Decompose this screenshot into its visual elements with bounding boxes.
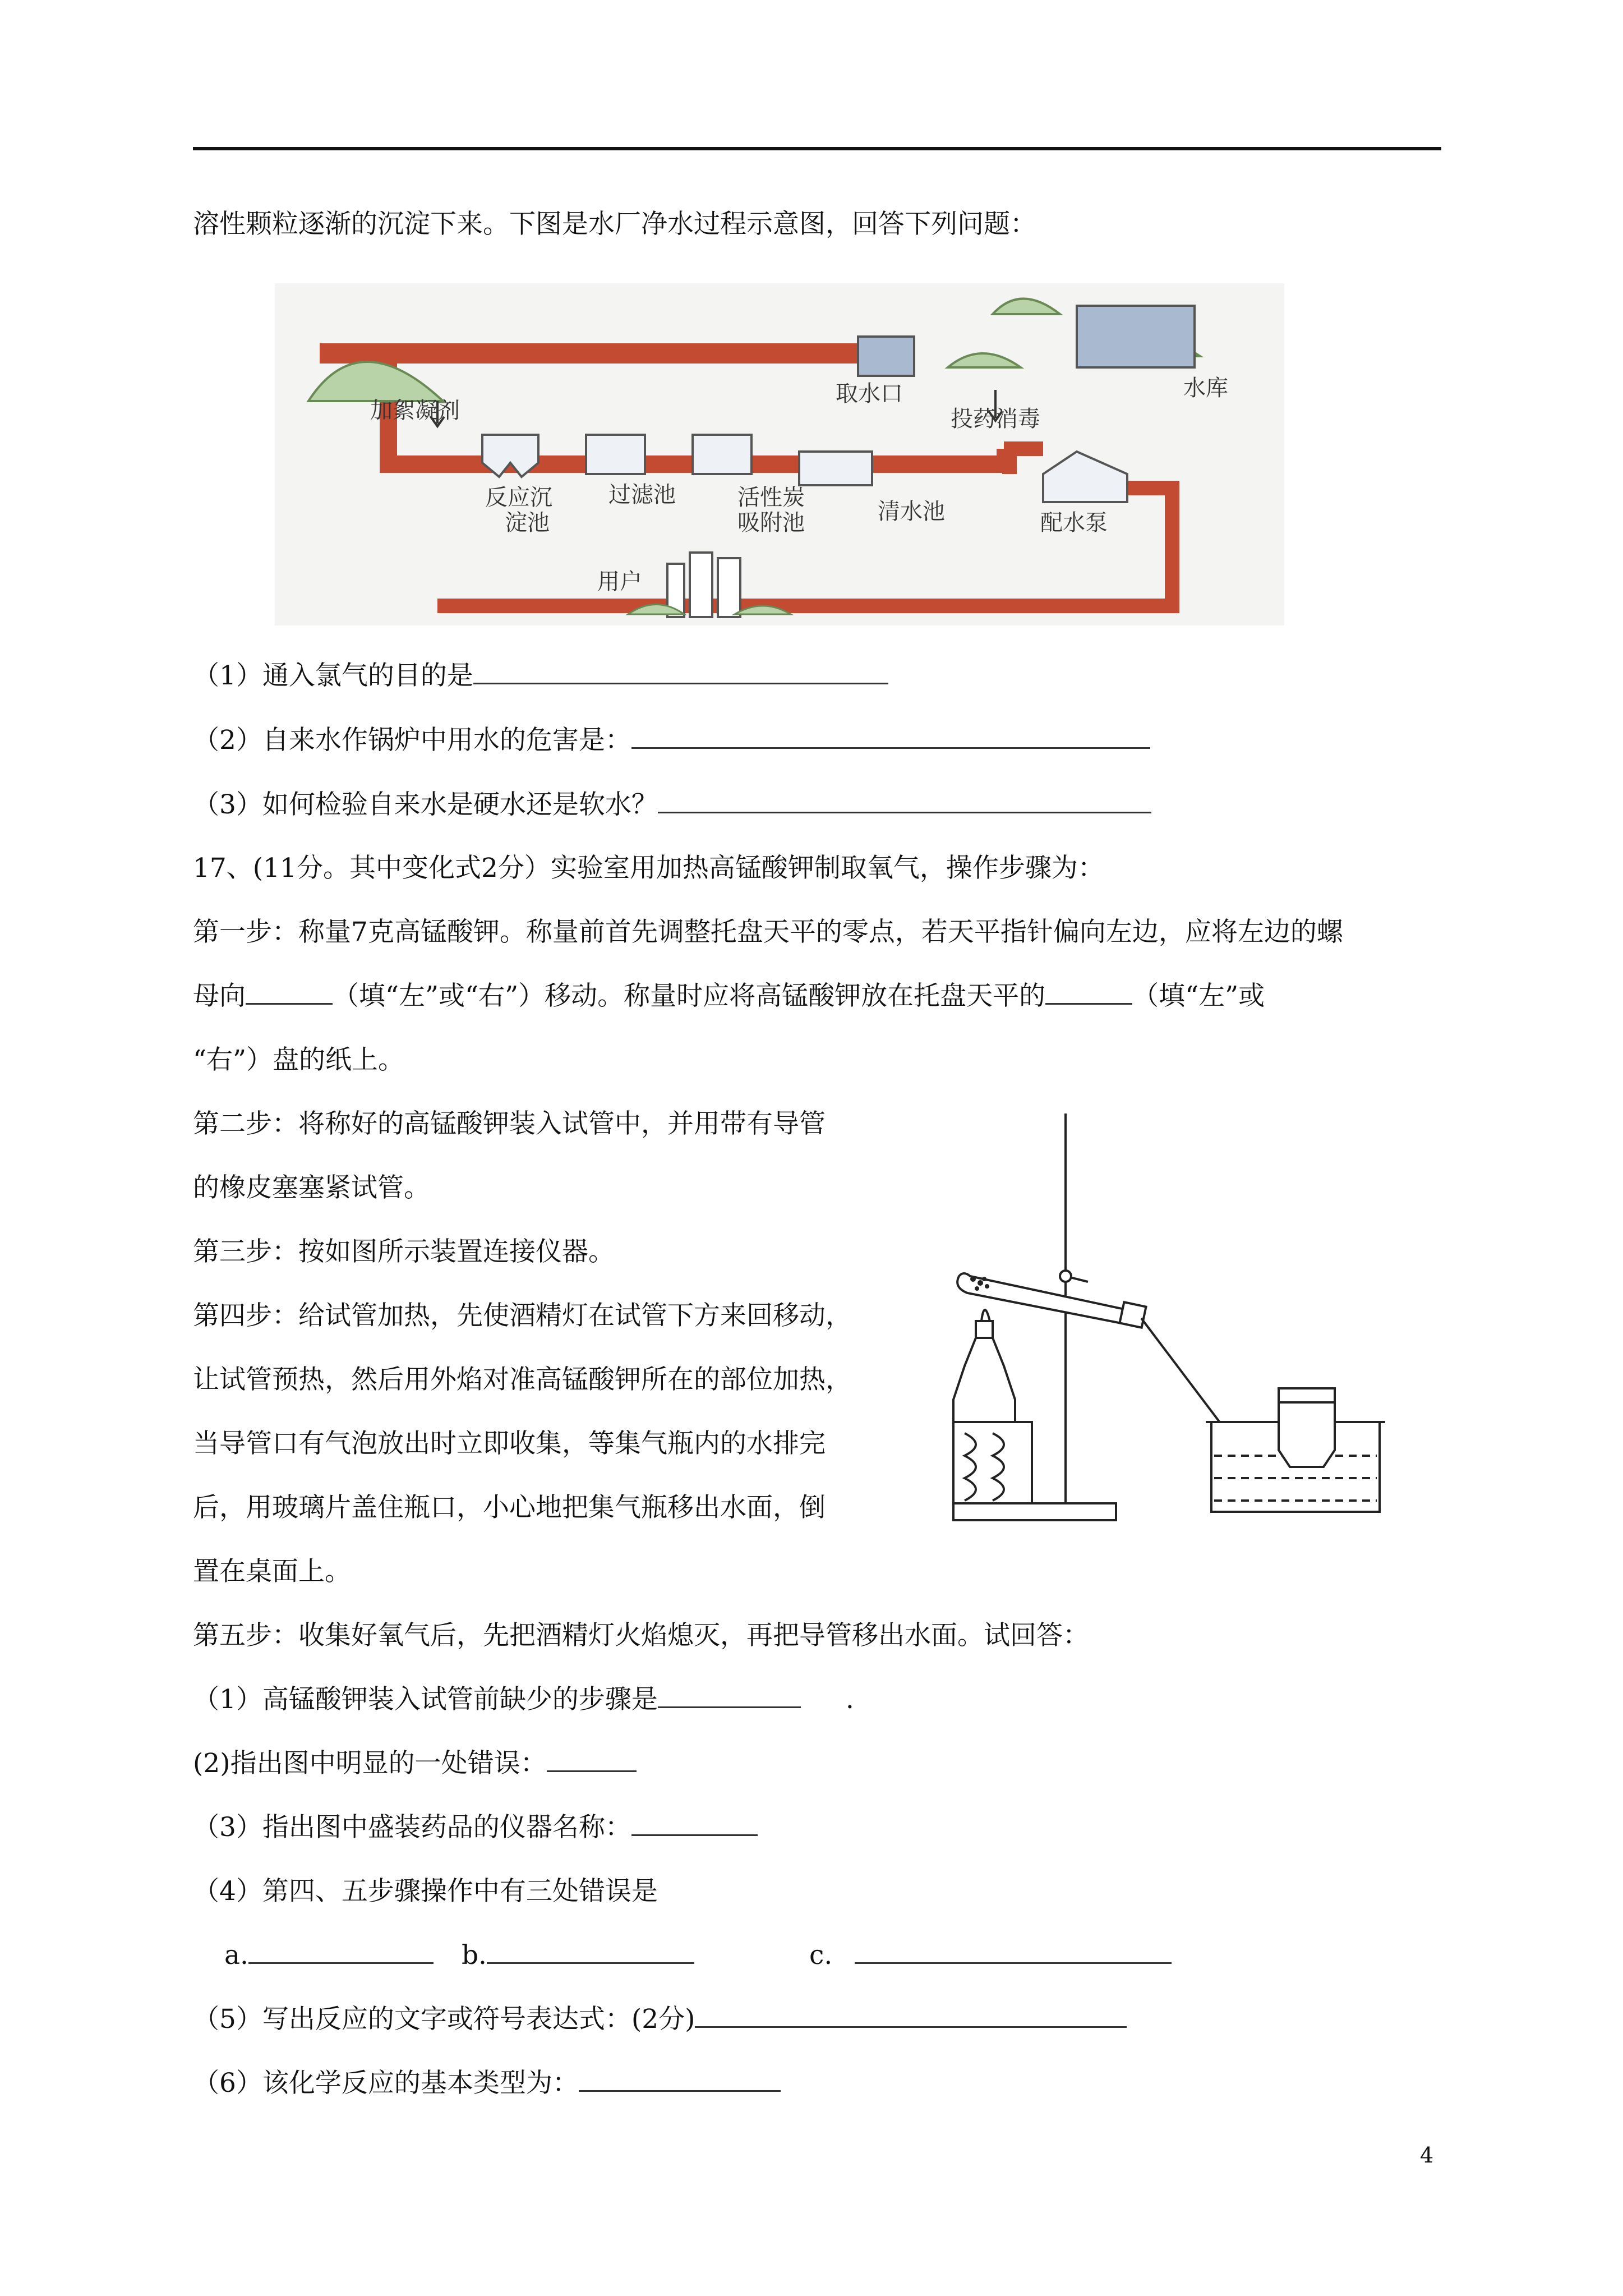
q17-1: （1）高锰酸钾装入试管前缺少的步骤是 . <box>193 1684 854 1715</box>
q17-4a-blank[interactable] <box>248 1940 434 1964</box>
step4-line1: 第四步：给试管加热，先使酒精灯在试管下方来回移动， <box>193 1300 852 1331</box>
header-rule <box>193 147 1441 150</box>
label-users: 用户 <box>597 569 642 595</box>
step4-line5: 置在桌面上。 <box>193 1556 351 1587</box>
carbon-tank <box>693 435 751 474</box>
step2-line1: 第二步：将称好的高锰酸钾装入试管中，并用带有导管 <box>193 1108 826 1139</box>
q17-3: （3）指出图中盛装药品的仪器名称： <box>193 1811 758 1844</box>
q17-6: （6）该化学反应的基本类型为： <box>193 2067 781 2100</box>
step4-line3: 当导管口有气泡放出时立即收集，等集气瓶内的水排完 <box>193 1428 826 1459</box>
step4-line4: 后，用玻璃片盖住瓶口，小心地把集气瓶移出水面，倒 <box>193 1492 826 1523</box>
step3: 第三步：按如图所示装置连接仪器。 <box>193 1236 615 1267</box>
step4-line2: 让试管预热，然后用外焰对准高锰酸钾所在的部位加热， <box>193 1364 852 1395</box>
step1-line1: 第一步：称量7克高锰酸钾。称量前首先调整托盘天平的零点，若天平指针偏向左边，应将左边的螺 <box>193 917 1343 947</box>
step1-line2: 母向 （填“左”或“右”）移动。称量时应将高锰酸钾放在托盘天平的 （填“左”或 <box>193 981 1265 1011</box>
clean-water-tank <box>799 452 872 485</box>
label-flocculant: 加絮凝剂 <box>370 398 460 424</box>
step5: 第五步：收集好氧气后，先把酒精灯火焰熄灭，再把导管移出水面。试回答： <box>193 1620 1089 1651</box>
step1-blank-1[interactable] <box>246 981 333 1005</box>
step1-blank-2[interactable] <box>1045 981 1132 1005</box>
page-number: 4 <box>1420 2143 1434 2168</box>
q17-6-answer-blank[interactable] <box>579 2068 781 2092</box>
label-sedimentation-1: 反应沉 <box>485 485 552 510</box>
intro-text: 溶性颗粒逐渐的沉淀下来。下图是水厂净水过程示意图，回答下列问题： <box>193 209 1036 240</box>
q16-3: （3）如何检验自来水是硬水还是软水？ <box>193 788 1151 822</box>
label-intake: 取水口 <box>836 381 903 407</box>
q16-2: （2）自来水作锅炉中用水的危害是： <box>193 724 1150 757</box>
q17-5: （5）写出反应的文字或符号表达式：(2分) <box>193 2003 1127 2036</box>
water-treatment-diagram <box>275 283 1284 625</box>
reservoir <box>1077 306 1195 367</box>
label-pump: 配水泵 <box>1040 510 1108 536</box>
oxygen-apparatus-diagram <box>931 1108 1391 1529</box>
q16-3-answer-blank[interactable] <box>658 789 1151 813</box>
q17-4c-blank[interactable] <box>855 1940 1172 1964</box>
q16-2-answer-blank[interactable] <box>631 725 1150 749</box>
q17-4b-blank[interactable] <box>487 1940 694 1964</box>
label-sedimentation-2: 淀池 <box>505 510 550 536</box>
q17-5-answer-blank[interactable] <box>695 2004 1127 2028</box>
step2-line2: 的橡皮塞塞紧试管。 <box>193 1172 430 1203</box>
intake-box <box>858 337 914 376</box>
q16-1-answer-blank[interactable] <box>473 660 888 684</box>
label-carbon-1: 活性炭 <box>737 485 805 510</box>
q17-2: (2)指出图中明显的一处错误： <box>193 1747 637 1780</box>
label-clean-water: 清水池 <box>878 499 945 524</box>
q17-3-answer-blank[interactable] <box>631 1812 758 1836</box>
q16-1: （1）通入氯气的目的是 <box>193 659 888 693</box>
label-reservoir: 水库 <box>1183 375 1228 401</box>
label-carbon-2: 吸附池 <box>737 510 805 536</box>
label-filter: 过滤池 <box>608 482 676 508</box>
q17-4-options: a. b. c. <box>224 1939 1172 1972</box>
filter-tank <box>586 435 645 474</box>
q17-2-answer-blank[interactable] <box>547 1748 637 1772</box>
step1-line3: “右”）盘的纸上。 <box>193 1045 405 1075</box>
label-disinfect: 投药消毒 <box>951 406 1040 432</box>
q17-header: 17、(11分。其中变化式2分）实验室用加热高锰酸钾制取氧气，操作步骤为： <box>193 853 1104 884</box>
q17-1-answer-blank[interactable] <box>658 1684 801 1708</box>
q17-4: （4）第四、五步骤操作中有三处错误是 <box>193 1876 658 1907</box>
